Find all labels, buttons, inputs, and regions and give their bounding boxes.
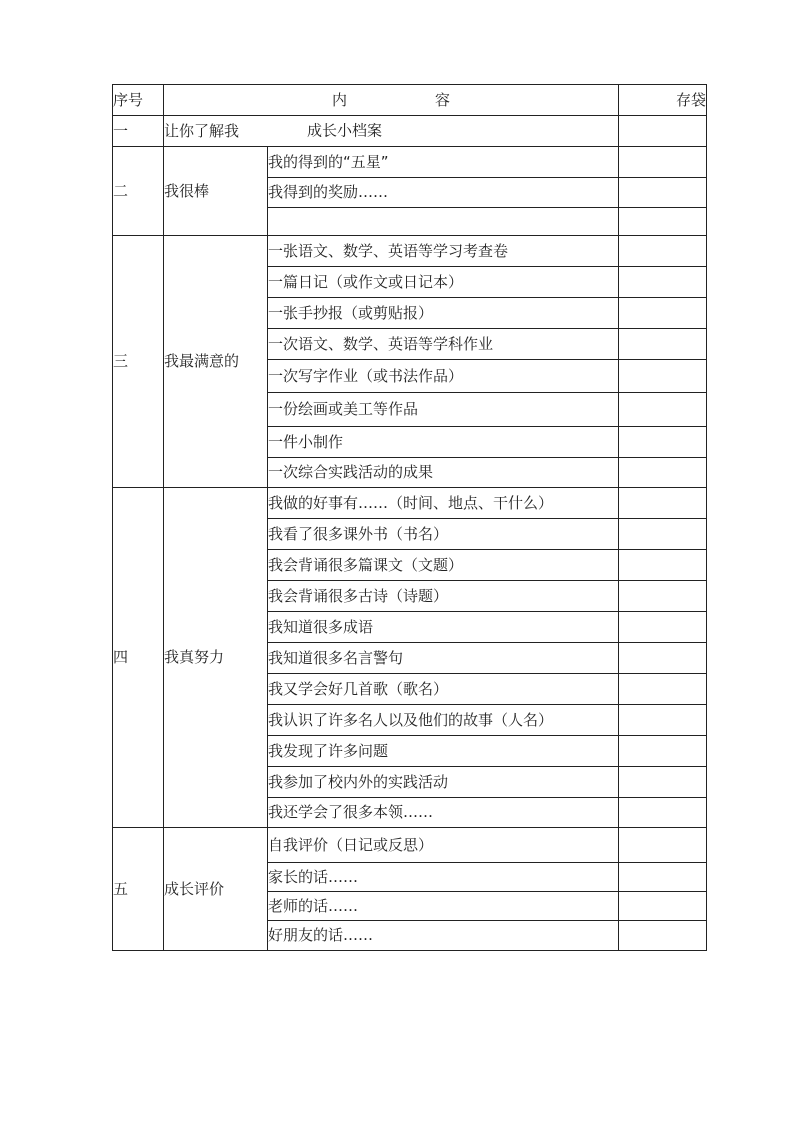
item-text: 成长小档案 (307, 121, 383, 140)
bag-cell (619, 863, 707, 892)
bag-cell (619, 236, 707, 267)
header-num: 序号 (113, 85, 164, 116)
bag-cell (619, 208, 707, 236)
bag-cell (619, 921, 707, 951)
item-text: 好朋友的话…… (268, 921, 619, 951)
bag-cell (619, 360, 707, 393)
bag-cell (619, 798, 707, 828)
bag-cell (619, 178, 707, 208)
bag-cell (619, 581, 707, 612)
bag-cell (619, 458, 707, 488)
section-num: 五 (113, 828, 164, 951)
bag-cell (619, 643, 707, 674)
item-text: 我得到的奖励…… (268, 178, 619, 208)
bag-cell (619, 393, 707, 427)
item-text: 我看了很多课外书（书名） (268, 519, 619, 550)
bag-cell (619, 612, 707, 643)
header-content-left: 内 (331, 90, 347, 109)
table-row (113, 147, 707, 178)
table-row (113, 236, 707, 267)
bag-cell (619, 519, 707, 550)
header-content-right: 容 (435, 90, 451, 109)
item-text: 一次语文、数学、英语等学科作业 (268, 329, 619, 360)
item-text: 我发现了许多问题 (268, 736, 619, 767)
item-text: 一次综合实践活动的成果 (268, 458, 619, 488)
bag-cell (619, 705, 707, 736)
item-text: 我知道很多成语 (268, 612, 619, 643)
bag-cell (619, 736, 707, 767)
table-row (113, 116, 707, 147)
bag-cell (619, 550, 707, 581)
bag-cell (619, 427, 707, 458)
item-text: 一篇日记（或作文或日记本） (268, 267, 619, 298)
bag-cell (619, 267, 707, 298)
item-text: 我又学会好几首歌（歌名） (268, 674, 619, 705)
item-text (268, 208, 619, 236)
bag-cell (619, 116, 707, 147)
bag-cell (619, 147, 707, 178)
item-text: 一张手抄报（或剪贴报） (268, 298, 619, 329)
header-content (164, 85, 619, 116)
bag-cell (619, 488, 707, 519)
table-row (113, 828, 707, 863)
bag-cell (619, 892, 707, 921)
section-1-cell (164, 116, 619, 147)
item-text: 我会背诵很多篇课文（文题） (268, 550, 619, 581)
bag-cell (619, 828, 707, 863)
item-text: 我知道很多名言警句 (268, 643, 619, 674)
table-row (113, 488, 707, 519)
item-text: 我参加了校内外的实践活动 (268, 767, 619, 798)
bag-cell (619, 329, 707, 360)
section-category: 成长评价 (164, 828, 268, 951)
item-text: 我的得到的“五星” (268, 147, 619, 178)
item-text: 一份绘画或美工等作品 (268, 393, 619, 427)
item-text: 我还学会了很多本领…… (268, 798, 619, 828)
section-category: 让你了解我 (164, 121, 240, 140)
section-category: 我最满意的 (164, 236, 268, 488)
item-text: 自我评价（日记或反思） (268, 828, 619, 863)
section-category: 我很棒 (164, 147, 268, 236)
bag-cell (619, 674, 707, 705)
item-text: 老师的话…… (268, 892, 619, 921)
item-text: 一件小制作 (268, 427, 619, 458)
section-num: 二 (113, 147, 164, 236)
item-text: 我认识了许多名人以及他们的故事（人名） (268, 705, 619, 736)
item-text: 一次写字作业（或书法作品） (268, 360, 619, 393)
item-text: 我做的好事有……（时间、地点、干什么） (268, 488, 619, 519)
section-category: 我真努力 (164, 488, 268, 828)
item-text: 一张语文、数学、英语等学习考查卷 (268, 236, 619, 267)
bag-cell (619, 298, 707, 329)
item-text: 家长的话…… (268, 863, 619, 892)
bag-cell (619, 767, 707, 798)
section-num: 一 (113, 116, 164, 147)
item-text: 我会背诵很多古诗（诗题） (268, 581, 619, 612)
section-num: 四 (113, 488, 164, 828)
portfolio-table (112, 84, 707, 951)
header-row (113, 85, 707, 116)
section-num: 三 (113, 236, 164, 488)
header-bag: 存袋 (619, 85, 707, 116)
